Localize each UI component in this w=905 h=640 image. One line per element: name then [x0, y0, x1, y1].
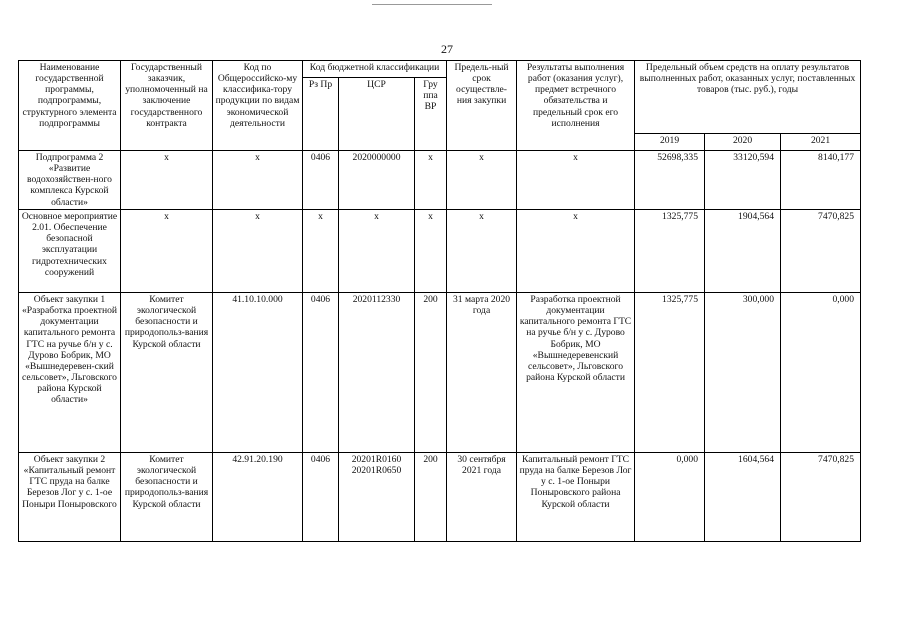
row-csr: 20201R0160 20201R0650 [339, 453, 415, 542]
header-csr: ЦСР [339, 78, 415, 151]
row-value-2021: 0,000 [781, 293, 861, 453]
page-number: 27 [441, 42, 453, 56]
header-year-2021: 2021 [781, 134, 861, 151]
row-csr: 2020112330 [339, 293, 415, 453]
header-year-2019: 2019 [635, 134, 705, 151]
row-value-2019: 1325,775 [635, 293, 705, 453]
row-results: х [517, 210, 635, 293]
row-vr: 200 [415, 453, 447, 542]
header-name: Наименование государственной программы, подпрограммы, структурного элемента подпрограммы [19, 61, 121, 151]
row-rzpr: 0406 [303, 151, 339, 210]
row-name: Объект закупки 1 «Разработка проектной документации капитального ремонта ГТС на ручье б/н у с. Дурово Бобрик, МО «Вышнедеревен-ский сельсовет», Льговского района Курской области» [19, 293, 121, 453]
row-value-2019: 0,000 [635, 453, 705, 542]
row-customer: Комитет экологической безопасности и природопольз-вания Курской области [121, 453, 213, 542]
row-customer: х [121, 151, 213, 210]
row-customer: х [121, 210, 213, 293]
row-deadline: 30 сентября 2021 года [447, 453, 517, 542]
row-csr: х [339, 210, 415, 293]
row-results: х [517, 151, 635, 210]
row-rzpr: 0406 [303, 293, 339, 453]
header-customer: Государственный заказчик, уполномоченный на заключение государственного контракта [121, 61, 213, 151]
top-rule [372, 4, 492, 5]
table-row [19, 210, 861, 293]
row-name: Основное мероприятие 2.01. Обеспечение безопасной эксплуатации гидротехнических сооружений [19, 210, 121, 293]
table-row [19, 453, 861, 542]
header-budget-code: Код бюджетной классификации [303, 61, 447, 78]
row-value-2021: 7470,825 [781, 453, 861, 542]
procurement-table [18, 60, 861, 542]
row-value-2019: 52698,335 [635, 151, 705, 210]
row-csr: 2020000000 [339, 151, 415, 210]
row-rzpr: 0406 [303, 453, 339, 542]
row-value-2020: 1904,564 [705, 210, 781, 293]
row-results: Разработка проектной документации капитального ремонта ГТС на ручье б/н у с. Дурово Бобрик, МО «Вышнедеревенский сельсовет», Льговского района Курской области [517, 293, 635, 453]
row-deadline: х [447, 151, 517, 210]
header-results: Результаты выполнения работ (оказания услуг), предмет встречного обязательства и предельный срок его исполнения [517, 61, 635, 151]
row-results: Капитальный ремонт ГТС пруда на балке Березов Лог у с. 1-ое Поныри Поныровского района Курской области [517, 453, 635, 542]
row-okpd: 42.91.20.190 [213, 453, 303, 542]
row-name: Объект закупки 2 «Капитальный ремонт ГТС пруда на балке Березов Лог у с. 1-ое Поныри Поныровского [19, 453, 121, 542]
row-okpd: х [213, 151, 303, 210]
row-deadline: 31 марта 2020 года [447, 293, 517, 453]
row-value-2020: 1604,564 [705, 453, 781, 542]
header-okpd: Код по Общероссийско-му классифика-тору продукции по видам экономической деятельности [213, 61, 303, 151]
row-value-2019: 1325,775 [635, 210, 705, 293]
table-row [19, 293, 861, 453]
row-value-2021: 8140,177 [781, 151, 861, 210]
row-vr: х [415, 151, 447, 210]
header-year-2020: 2020 [705, 134, 781, 151]
row-value-2020: 300,000 [705, 293, 781, 453]
row-vr: 200 [415, 293, 447, 453]
header-limit: Предельный объем средств на оплату результатов выполненных работ, оказанных услуг, поставленных товаров (тыс. руб.), годы [635, 61, 861, 134]
header-deadline: Предель-ный срок осуществле-ния закупки [447, 61, 517, 151]
row-name: Подпрограмма 2 «Развитие водохозяйствен-ного комплекса Курской области» [19, 151, 121, 210]
table-row [19, 151, 861, 210]
header-rzpr: Рз Пр [303, 78, 339, 151]
row-customer: Комитет экологической безопасности и природопольз-вания Курской области [121, 293, 213, 453]
row-vr: х [415, 210, 447, 293]
row-value-2020: 33120,594 [705, 151, 781, 210]
row-rzpr: х [303, 210, 339, 293]
row-okpd: 41.10.10.000 [213, 293, 303, 453]
row-value-2021: 7470,825 [781, 210, 861, 293]
row-deadline: х [447, 210, 517, 293]
row-okpd: х [213, 210, 303, 293]
header-vr: Гру ппа ВР [415, 78, 447, 151]
